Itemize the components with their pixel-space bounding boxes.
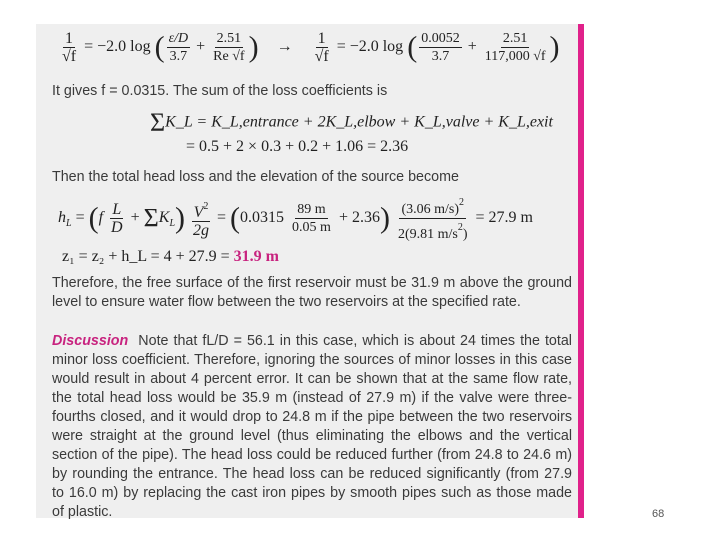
- head-loss-equation: $h_L = (f$ $\frac{L}{D}$ + $\Sigma K_L$) $\frac{V^2}{2g}$ = (0.0315 $\frac{89 m}{0.05 m}$ + 2.36) $\frac{(3.06 m/s)^2}{2(9.81 m/s^2)}$ = 27.9 m: [58, 194, 533, 243]
- loss-coefficient-sum-equation: ΣK_L = K_L,entrance + 2K_L,elbow + K_L,valve + K_L,exit: [150, 108, 553, 137]
- fraction-1: $\frac{1}{√f}$: [62, 30, 77, 65]
- text-line-then: Then the total head loss and the elevation of the source become: [52, 169, 459, 185]
- elevation-equation: z₁ = z₂ + h_L = 4 + 27.9 = 31.9 m: [62, 248, 279, 265]
- text-line-gives: It gives f = 0.0315. The sum of the loss coefficients is: [52, 83, 388, 99]
- arrow-symbol: →: [276, 38, 293, 56]
- accent-bar: [578, 24, 584, 518]
- discussion-paragraph: [52, 332, 572, 522]
- page-number: 68: [652, 508, 665, 520]
- colebrook-equation: $\frac{1}{√f}$ = −2.0 log ( $\frac{\varepsilon/D}{3.7}$ + $\frac{2.51}{Re √f}$ ) → $\frac{1}{√f}$ = −2.0 log ( $\frac{0.0052}{3.7}$ + $\frac{2.51}{117,000 √f}$ ): [62, 30, 560, 65]
- loss-coefficient-sum-value: = 0.5 + 2 × 0.3 + 0.2 + 1.06 = 2.36: [186, 138, 409, 155]
- elevation-result: 31.9 m: [233, 248, 279, 265]
- discussion-text: Note that fL/D = 56.1 in this case, which is about 24 times the total minor loss coefficient. Therefore, ignoring the sources of minor losses in this case would result in about 4 percent error. It can be shown that at the same flow rate, the total head loss would be 35.9 m (instead of 27.9 m) if the valve were three-fourths closed, and it would drop to 24.8 m if the pipe between the two reservoirs were straight at the ground level (thus eliminating the elbows and the vertical section of the pipe). The head loss could be reduced further (from 24.8 to 24.6 m) by rounding the entrance. The head loss can be reduced significantly (from 27.9 to 16.0 m) by replacing the cast iron pipes by smooth pipes such as those made of plastic.: [52, 333, 572, 520]
- conclusion-paragraph: Therefore, the free surface of the first reservoir must be 31.9 m above the ground level to ensure water flow between the two reservoirs at the specified rate.: [52, 275, 572, 310]
- discussion-label: Discussion: [52, 333, 129, 349]
